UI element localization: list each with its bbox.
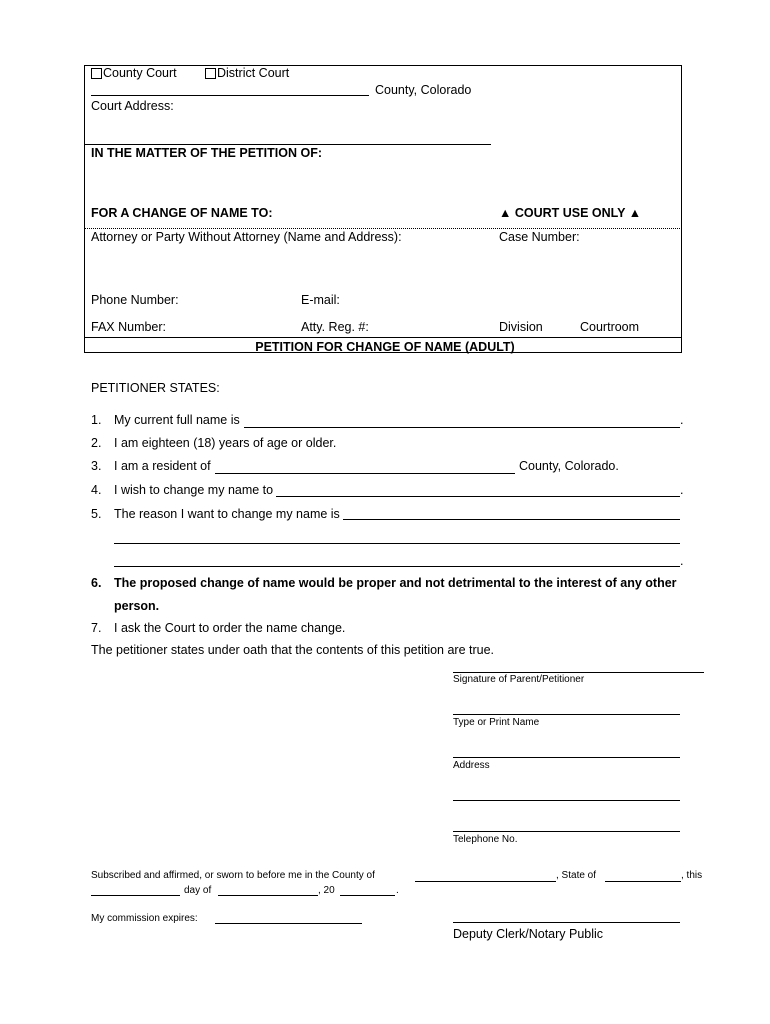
oath-statement: The petitioner states under oath that the contents of this petition are true. [91,643,495,657]
checkbox-icon[interactable] [205,68,216,79]
fax-label: FAX Number: [91,320,167,334]
day-of-text: day of [184,885,212,896]
subscribed-text: Subscribed and affirmed, or sworn to before me in the County of [91,870,375,881]
notary-year-field[interactable] [340,895,395,896]
county-name-field[interactable] [91,95,369,96]
telephone-label: Telephone No. [453,834,518,845]
reason-field[interactable] [114,566,680,567]
courtroom-label: Courtroom [580,320,640,334]
phone-label: Phone Number: [91,293,179,307]
telephone-field[interactable] [453,831,680,832]
item-text: My current full name is [114,413,240,427]
item-text: The proposed change of name would be proper and not detrimental to the interest of any other [114,576,677,590]
item-number: 3. [91,459,102,473]
division-label: Division [499,320,543,334]
clerk-signature-field[interactable] [453,922,680,923]
title-divider [84,337,682,338]
item-tail: . [680,483,684,497]
county-colorado-label: County, Colorado [375,83,472,97]
address-field[interactable] [453,757,680,758]
address-label: Address [453,760,490,771]
notary-county-field[interactable] [415,881,556,882]
state-of-text: , State of [556,870,597,881]
notary-day-field[interactable] [91,895,180,896]
notary-state-field[interactable] [605,881,681,882]
reason-field[interactable] [343,519,680,520]
item-text: person. [114,599,160,613]
item-number: 6. [91,576,102,590]
matter-label: IN THE MATTER OF THE PETITION OF: [91,146,323,160]
reason-field[interactable] [114,543,680,544]
signature-label: Signature of Parent/Petitioner [453,674,585,685]
district-court-checkbox[interactable] [205,67,289,80]
county-court-label: County Court [103,66,177,80]
county-court-checkbox[interactable] [91,67,177,80]
item-tail: . [680,554,684,568]
item-text: I am eighteen (18) years of age or older. [114,436,337,450]
new-name-field[interactable] [276,496,680,497]
item-number: 5. [91,507,102,521]
commission-text: My commission expires: [91,913,198,924]
print-name-label: Type or Print Name [453,717,540,728]
item-number: 2. [91,436,102,450]
this-text: , this [681,870,703,881]
petitioner-states-heading: PETITIONER STATES: [91,381,220,395]
district-court-label: District Court [217,66,290,80]
item-text: I am a resident of [114,459,211,473]
court-use-only: ▲ COURT USE ONLY ▲ [499,206,642,220]
item-text: I wish to change my name to [114,483,274,497]
current-name-field[interactable] [244,427,680,428]
court-address-label: Court Address: [91,99,174,113]
twenty-text: , 20 [318,885,335,896]
notary-month-field[interactable] [218,895,318,896]
period-text: . [396,885,399,896]
case-number-label: Case Number: [499,230,580,244]
item-number: 1. [91,413,102,427]
email-label: E-mail: [301,293,340,307]
clerk-label: Deputy Clerk/Notary Public [453,927,604,941]
change-to-label: FOR A CHANGE OF NAME TO: [91,206,273,220]
print-name-field[interactable] [453,714,680,715]
address-field-2[interactable] [453,800,680,801]
residence-county-field[interactable] [215,473,515,474]
attorney-label: Attorney or Party Without Attorney (Name and Address): [91,230,402,244]
signature-field[interactable] [453,672,704,673]
court-address-field[interactable] [84,144,491,145]
commission-field[interactable] [215,923,362,924]
caption-divider [84,228,682,229]
item-tail: County, Colorado. [519,459,619,473]
form-title: PETITION FOR CHANGE OF NAME (ADULT) [255,340,515,354]
item-number: 4. [91,483,102,497]
atty-reg-label: Atty. Reg. #: [301,320,369,334]
item-text: I ask the Court to order the name change. [114,621,346,635]
item-text: The reason I want to change my name is [114,507,340,521]
checkbox-icon[interactable] [91,68,102,79]
item-tail: . [680,413,684,427]
item-number: 7. [91,621,102,635]
